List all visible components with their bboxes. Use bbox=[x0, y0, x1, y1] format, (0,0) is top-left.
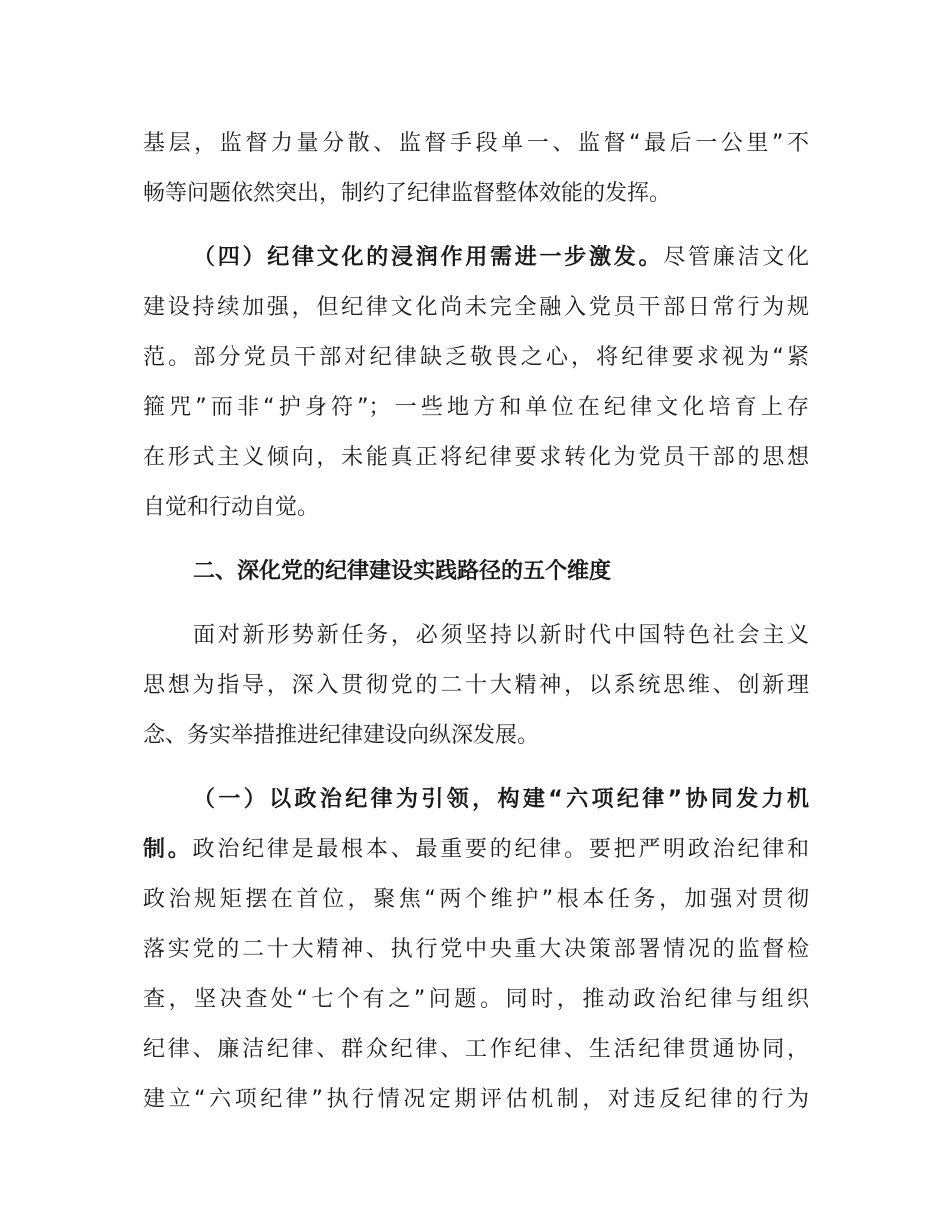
paragraph-text: 尽管廉洁文化 bbox=[663, 245, 809, 270]
paragraph-line: 范。部分党员干部对纪律缺乏敬畏之心，将纪律要求视为“紧 bbox=[143, 345, 809, 370]
paragraph-line: 面对新形势新任务，必须坚持以新时代中国特色社会主义 bbox=[193, 623, 809, 648]
paragraph-line: 建立“六项纪律”执行情况定期评估机制，对违反纪律的行为 bbox=[143, 1087, 809, 1112]
section-heading: 二、深化党的纪律建设实践路径的五个维度 bbox=[193, 559, 612, 584]
paragraph-line: 畅等问题依然突出，制约了纪律监督整体效能的发挥。 bbox=[143, 181, 672, 206]
paragraph-line: 思想为指导，深入贯彻党的二十大精神，以系统思维、创新理 bbox=[143, 673, 809, 698]
paragraph-line bbox=[143, 832, 809, 868]
paragraph-line: 箍咒”而非“护身符”；一些地方和单位在纪律文化培育上存 bbox=[143, 395, 809, 420]
subheading-bold: 制。 bbox=[143, 837, 193, 862]
paragraph-line bbox=[193, 240, 809, 276]
paragraph-line: 查，坚决查处“七个有之”问题。同时，推动政治纪律与组织 bbox=[143, 987, 809, 1012]
paragraph-line: 基层，监督力量分散、监督手段单一、监督“最后一公里”不 bbox=[143, 131, 809, 156]
subheading-bold: （四）纪律文化的浸润作用需进一步激发。 bbox=[193, 245, 664, 270]
paragraph-line: 纪律、廉洁纪律、群众纪律、工作纪律、生活纪律贯通协同， bbox=[143, 1037, 809, 1062]
paragraph-line: 政治规矩摆在首位，聚焦“两个维护”根本任务，加强对贯彻 bbox=[143, 887, 809, 912]
paragraph-line: 自觉和行动自觉。 bbox=[143, 495, 320, 520]
paragraph-line: 在形式主义倾向，未能真正将纪律要求转化为党员干部的思想 bbox=[143, 445, 809, 470]
subheading-bold: （一）以政治纪律为引领，构建“六项纪律”协同发力机 bbox=[193, 787, 809, 812]
paragraph-line: 念、务实举措推进纪律建设向纵深发展。 bbox=[143, 723, 540, 748]
paragraph-line: 建设持续加强，但纪律文化尚未完全融入党员干部日常行为规 bbox=[143, 295, 809, 320]
paragraph-line: 落实党的二十大精神、执行党中央重大决策部署情况的监督检 bbox=[143, 937, 809, 962]
paragraph-text: 政治纪律是最根本、最重要的纪律。要把严明政治纪律和 bbox=[192, 837, 809, 862]
